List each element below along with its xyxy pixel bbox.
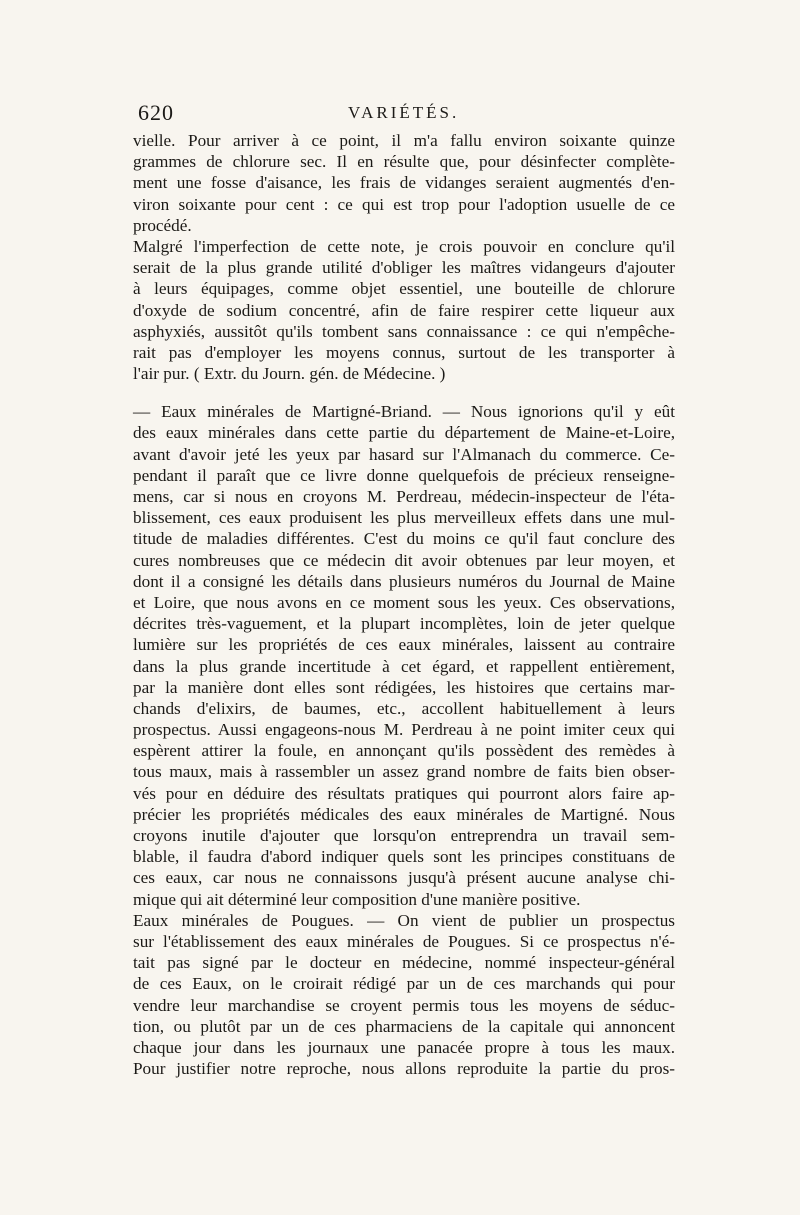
text-line: — Eaux minérales de Martigné-Briand. — Nous ignorions qu'il y eût bbox=[133, 402, 675, 422]
text-line: mique qui ait déterminé leur composition d'une manière positive. bbox=[133, 889, 581, 909]
text-line: blable, il faudra d'abord indiquer quels sont les principes constituans de bbox=[133, 847, 675, 867]
running-head: VARIÉTÉS. bbox=[348, 103, 460, 122]
text-line: serait de la plus grande utilité d'obliger les maîtres vidangeurs d'ajouter bbox=[133, 258, 675, 278]
text-line: espèrent attirer la foule, en annonçant qu'ils possèdent des remèdes à bbox=[133, 741, 675, 761]
text-line: mens, car si nous en croyons M. Perdreau, médecin-inspecteur de l'éta- bbox=[133, 487, 675, 506]
text-line: ces eaux, car nous ne connaissons jusqu'à présent aucune analyse chi- bbox=[133, 868, 675, 888]
text-line: procédé. bbox=[133, 215, 192, 235]
text-line: chands d'elixirs, de baumes, etc., accollent habituellement à leurs bbox=[133, 698, 675, 718]
text-line: lumière sur les propriétés de ces eaux minérales, laissent au contraire bbox=[133, 635, 675, 655]
text-line: pendant il paraît que ce livre donne quelquefois de précieux renseigne- bbox=[133, 465, 675, 485]
text-line: l'air pur. ( Extr. du Journ. gén. de Médecine. ) bbox=[133, 364, 446, 384]
text-line: grammes de chlorure sec. Il en résulte que, pour désinfecter complète- bbox=[133, 152, 675, 172]
text-line: Malgré l'imperfection de cette note, je crois pouvoir en conclure qu'il bbox=[133, 236, 675, 256]
text-line: décrites très-vaguement, et la plupart incomplètes, loin de jeter quelque bbox=[133, 614, 675, 634]
text-line: tous maux, mais à rassembler un assez grand nombre de faits bien obser- bbox=[133, 762, 675, 782]
paragraph-gap bbox=[133, 384, 675, 401]
text-line: tion, ou plutôt par un de ces pharmaciens de la capitale qui annoncent bbox=[133, 1016, 675, 1036]
text-line: Eaux minérales de Pougues. — On vient de publier un prospectus bbox=[133, 910, 675, 930]
text-line: avant d'avoir jeté les yeux par hasard sur l'Almanach du commerce. Ce- bbox=[133, 444, 675, 464]
page-number: 620 bbox=[138, 100, 174, 125]
text-line: et Loire, que nous avons en ce moment sous les yeux. Ces observations, bbox=[133, 592, 675, 612]
text-line: vielle. Pour arriver à ce point, il m'a fallu environ soixante quinze bbox=[133, 131, 675, 150]
text-line: titude de maladies différentes. C'est du moins ce qu'il faut conclure des bbox=[133, 529, 675, 549]
text-line: blissement, ces eaux produisent les plus merveilleux effets dans une mul- bbox=[133, 508, 675, 528]
text-line: prospectus. Aussi engageons-nous M. Perdreau à ne point imiter ceux qui bbox=[133, 720, 675, 740]
text-line: viron soixante pour cent : ce qui est trop pour l'adoption usuelle de ce bbox=[133, 194, 675, 214]
text-line: rait pas d'employer les moyens connus, surtout de les transporter à bbox=[133, 342, 675, 362]
text-line: d'oxyde de sodium concentré, afin de faire respirer cette liqueur aux bbox=[133, 300, 675, 320]
text-line: de ces Eaux, on le croirait rédigé par un de ces marchands qui pour bbox=[133, 974, 675, 994]
text-line: tait pas signé par le docteur en médecine, nommé inspecteur-général bbox=[133, 953, 675, 973]
text-line: des eaux minérales dans cette partie du département de Maine-et-Loire, bbox=[133, 423, 675, 443]
text-line: dans la plus grande incertitude à cet égard, et rappellent entièrement, bbox=[133, 656, 675, 676]
text-line: asphyxiés, aussitôt qu'ils tombent sans connaissance : ce qui n'empêche- bbox=[133, 321, 675, 341]
text-line: chaque jour dans les journaux une panacée propre à tous les maux. bbox=[133, 1037, 675, 1057]
text-line: vés pour en déduire des résultats pratiques qui pourront alors faire ap- bbox=[133, 783, 675, 803]
body-text bbox=[133, 130, 675, 1079]
text-line: par la manière dont elles sont rédigées, les histoires que certains mar- bbox=[133, 677, 675, 697]
text-line: sur l'établissement des eaux minérales de Pougues. Si ce prospectus n'é- bbox=[133, 931, 675, 951]
text-line: cures nombreuses que ce médecin dit avoir obtenues par leur moyen, et bbox=[133, 550, 675, 570]
text-line: Pour justifier notre reproche, nous allons reproduite la partie du pros- bbox=[133, 1059, 675, 1079]
text-line: vendre leur marchandise se croyent permis tous les moyens de séduc- bbox=[133, 995, 675, 1015]
page-header bbox=[138, 100, 678, 126]
text-line: dont il a consigné les détails dans plusieurs numéros du Journal de Maine bbox=[133, 571, 675, 591]
text-line: croyons inutile d'ajouter que lorsqu'on entreprendra un travail sem- bbox=[133, 826, 675, 845]
text-line: ment une fosse d'aisance, les frais de vidanges seraient augmentés d'en- bbox=[133, 173, 675, 193]
text-line: à leurs équipages, comme objet essentiel, une bouteille de chlorure bbox=[133, 279, 675, 299]
text-line: précier les propriétés médicales des eaux minérales de Martigné. Nous bbox=[133, 804, 675, 824]
